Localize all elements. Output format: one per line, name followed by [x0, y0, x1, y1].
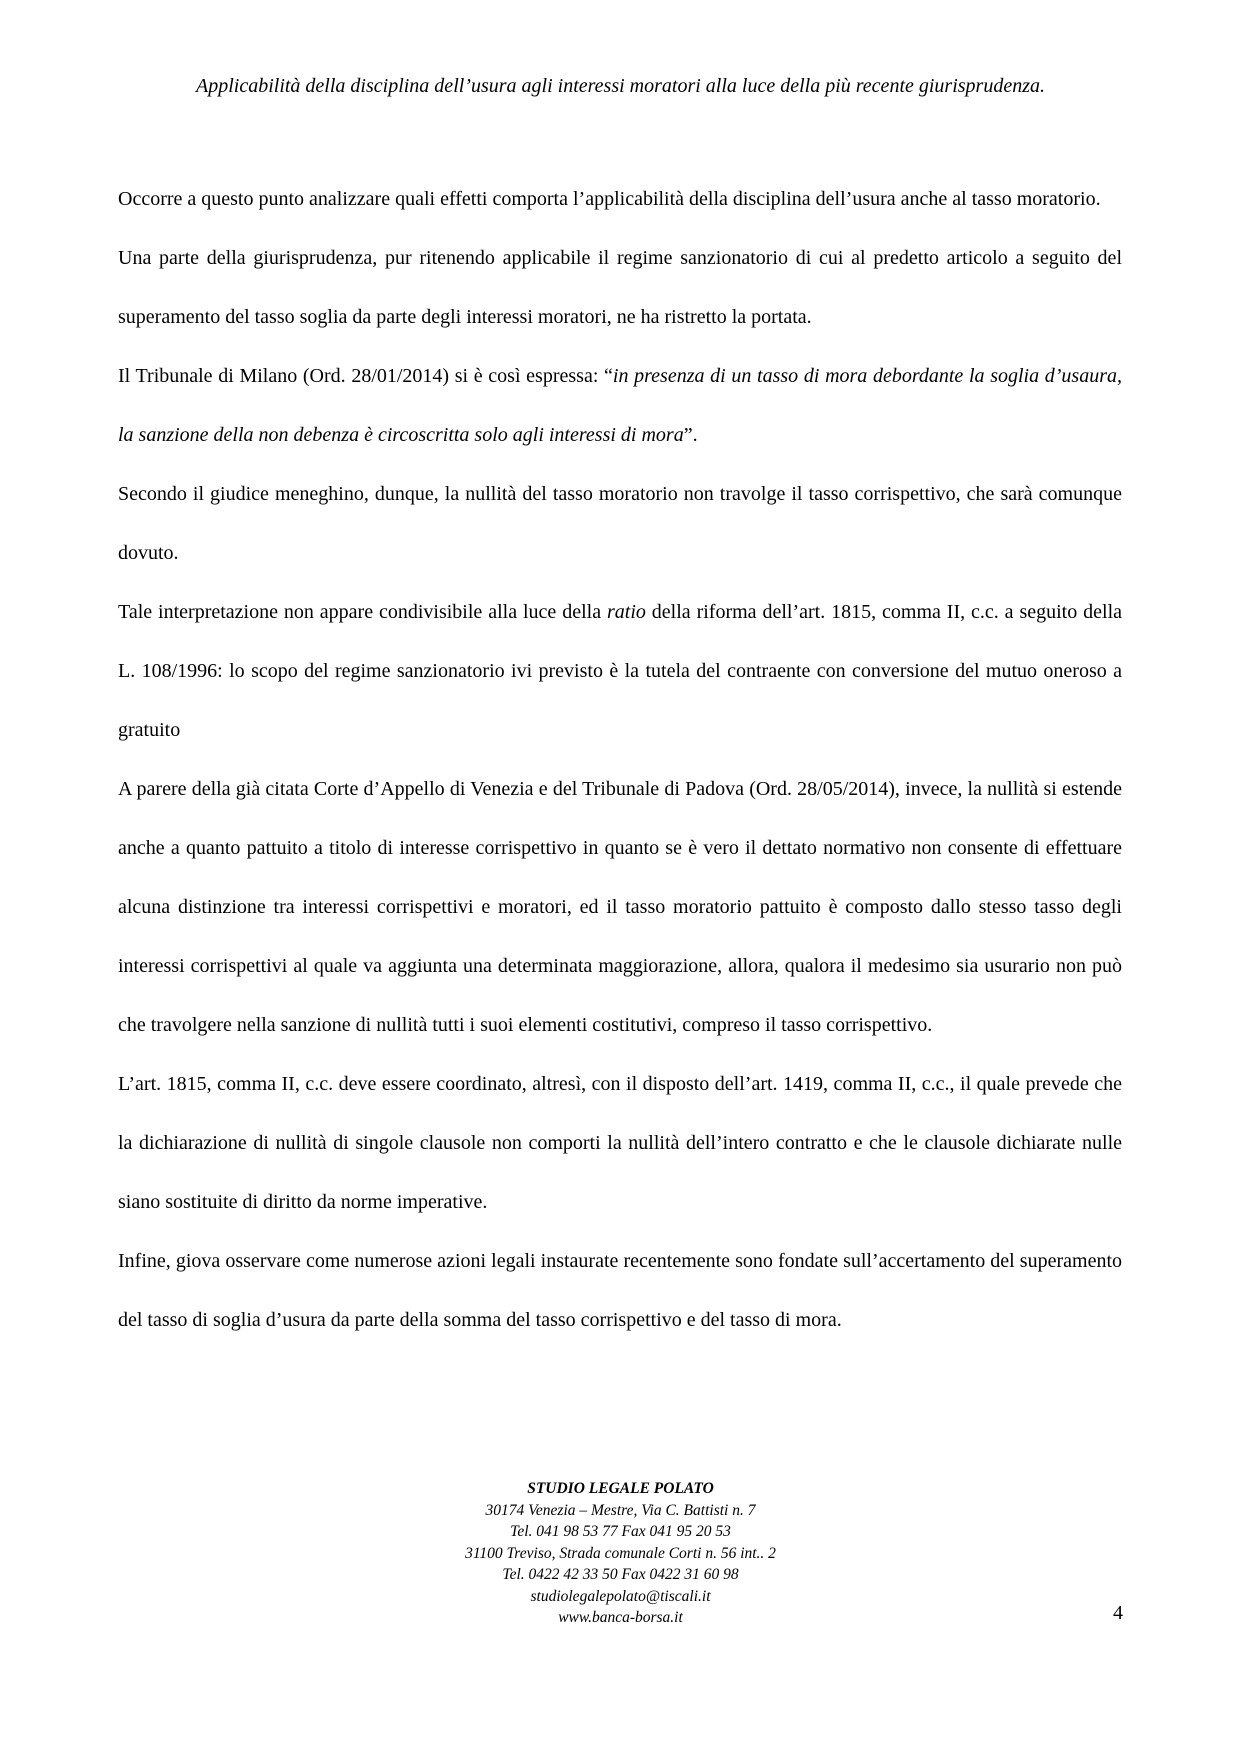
paragraph-5-rest: della riforma dell’art. 1815, comma II, c.c. a seguito della L. 108/1996: lo scopo del regime sanzionatorio ivi previsto è la tutela del contraente con conversione del mutuo oneroso a gratuito [118, 601, 1123, 741]
footer-phone-venezia: Tel. 041 98 53 77 Fax 041 95 20 53 [510, 1523, 731, 1540]
paragraph-4: Secondo il giudice meneghino, dunque, la nullità del tasso moratorio non travolge il tasso corrispettivo, che sarà comunque dovuto. [118, 483, 1122, 564]
header-title: Applicabilità della disciplina dell’usura agli interessi moratori alla luce della più recente giurisprudenza. [196, 75, 1045, 97]
paragraph-8: Infine, giova osservare come numerose azioni legali instaurate recentemente sono fondate sull’accertamento del superamento del tasso di soglia d’usura da parte della somma del tasso corrispettivo e del tasso di mora. [118, 1250, 1122, 1331]
footer-firm-name: STUDIO LEGALE POLATO [527, 1480, 714, 1497]
paragraph-2: Una parte della giurisprudenza, pur ritenendo applicabile il regime sanzionatorio di cui al predetto articolo a seguito del superamento del tasso soglia da parte degli interessi moratori, ne ha ristretto la portata. [118, 247, 1122, 328]
document-body [118, 170, 1122, 1350]
paragraph-5-start: Tale interpretazione non appare condivisibile alla luce della [118, 601, 607, 623]
page-footer [0, 1478, 1241, 1629]
paragraph-5 [118, 583, 1122, 760]
page-number: 4 [1113, 1602, 1123, 1624]
paragraph-7: L’art. 1815, comma II, c.c. deve essere coordinato, altresì, con il disposto dell’art. 1419, comma II, c.c., il quale prevede che la dichiarazione di nullità di singole clausole non comporti la nullità dell’intero contratto e che le clausole dichiarate nulle siano sostituite di diritto da norme imperative. [118, 1073, 1122, 1213]
running-header [0, 74, 1241, 98]
paragraph-5-ratio: ratio [606, 601, 646, 623]
footer-address-treviso: 31100 Treviso, Strada comunale Corti n. 56 int.. 2 [465, 1544, 776, 1562]
footer-website: www.banca-borsa.it [558, 1609, 683, 1626]
paragraph-3-intro: Il Tribunale di Milano (Ord. 28/01/2014) si è così espressa: “ [118, 365, 613, 387]
footer-email: studiolegalepolato@tiscali.it [530, 1587, 711, 1605]
paragraph-1: Occorre a questo punto analizzare quali effetti comporta l’applicabilità della disciplina dell’usura anche al tasso moratorio. [118, 188, 1101, 210]
paragraph-3 [118, 347, 1122, 465]
paragraph-3-quote: in presenza di un tasso di mora debordante la soglia d’usaura, la sanzione della non debenza è circoscritta solo agli interessi di mora [118, 365, 1122, 446]
paragraph-3-end: ”. [683, 424, 698, 446]
footer-address-venezia: 30174 Venezia – Mestre, Via C. Battisti n. 7 [485, 1501, 756, 1519]
paragraph-6: A parere della già citata Corte d’Appello di Venezia e del Tribunale di Padova (Ord. 28/05/2014), invece, la nullità si estende anche a quanto pattuito a titolo di interesse corrispettivo in quanto se è vero il dettato normativo non consente di effettuare alcuna distinzione tra interessi corrispettivi e moratori, ed il tasso moratorio pattuito è composto dallo stesso tasso degli interessi corrispettivi al quale va aggiunta una determinata maggiorazione, allora, qualora il medesimo sia usurario non può che travolgere nella sanzione di nullità tutti i suoi elementi costitutivi, compreso il tasso corrispettivo. [118, 778, 1122, 1036]
footer-phone-treviso: Tel. 0422 42 33 50 Fax 0422 31 60 98 [502, 1566, 739, 1583]
